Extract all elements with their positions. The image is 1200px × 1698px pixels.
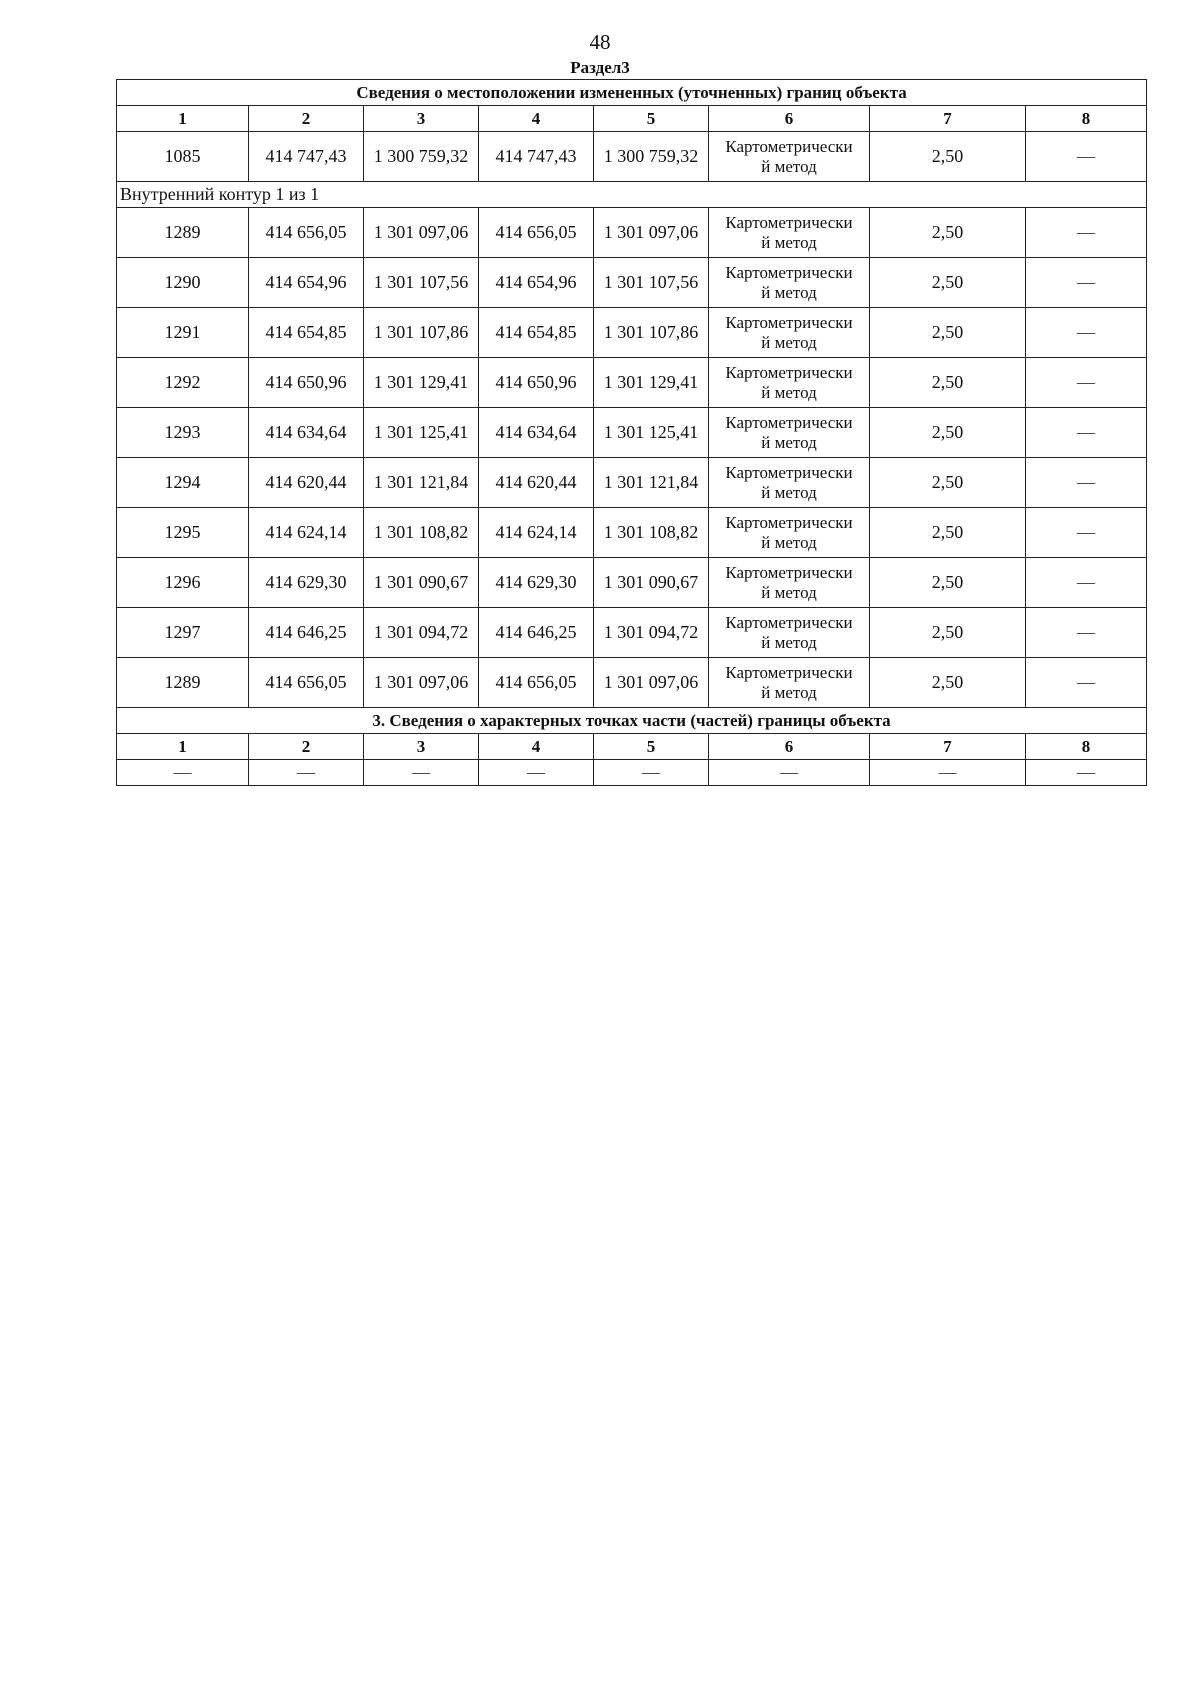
column-number: 5 bbox=[594, 734, 709, 760]
method-line-1: Картометрически bbox=[725, 462, 853, 482]
table-body bbox=[117, 80, 1147, 786]
empty-cell: — bbox=[479, 760, 594, 786]
method-line-1: Картометрически bbox=[725, 512, 853, 532]
table-row bbox=[117, 208, 1147, 258]
x-existing-cell: 414 624,14 bbox=[249, 508, 364, 558]
y-new-cell: 1 301 108,82 bbox=[594, 508, 709, 558]
method-line-1: Картометрически bbox=[725, 136, 853, 156]
point-number-cell: 1085 bbox=[117, 132, 249, 182]
x-existing-cell: 414 747,43 bbox=[249, 132, 364, 182]
column-number: 8 bbox=[1026, 106, 1147, 132]
point-number-cell: 1293 bbox=[117, 408, 249, 458]
x-new-cell: 414 646,25 bbox=[479, 608, 594, 658]
column-number-row bbox=[117, 106, 1147, 132]
point-number-cell: 1289 bbox=[117, 208, 249, 258]
description-cell: — bbox=[1026, 308, 1147, 358]
method-cell bbox=[709, 132, 870, 182]
x-existing-cell: 414 654,96 bbox=[249, 258, 364, 308]
column-number: 7 bbox=[870, 734, 1026, 760]
x-new-cell: 414 624,14 bbox=[479, 508, 594, 558]
method-line-2: й метод bbox=[761, 156, 817, 176]
method-cell bbox=[709, 208, 870, 258]
y-existing-cell: 1 301 090,67 bbox=[364, 558, 479, 608]
column-number: 6 bbox=[709, 734, 870, 760]
description-cell: — bbox=[1026, 132, 1147, 182]
y-existing-cell: 1 300 759,32 bbox=[364, 132, 479, 182]
y-new-cell: 1 301 097,06 bbox=[594, 208, 709, 258]
contour-label: Внутренний контур 1 из 1 bbox=[117, 182, 1147, 208]
x-existing-cell: 414 650,96 bbox=[249, 358, 364, 408]
x-new-cell: 414 650,96 bbox=[479, 358, 594, 408]
y-existing-cell: 1 301 094,72 bbox=[364, 608, 479, 658]
table-row bbox=[117, 658, 1147, 708]
method-line-2: й метод bbox=[761, 482, 817, 502]
column-number: 8 bbox=[1026, 734, 1147, 760]
x-existing-cell: 414 656,05 bbox=[249, 208, 364, 258]
empty-cell: — bbox=[364, 760, 479, 786]
x-new-cell: 414 654,96 bbox=[479, 258, 594, 308]
method-line-1: Картометрически bbox=[725, 212, 853, 232]
method-line-2: й метод bbox=[761, 532, 817, 552]
y-new-cell: 1 301 097,06 bbox=[594, 658, 709, 708]
y-new-cell: 1 301 107,56 bbox=[594, 258, 709, 308]
column-number: 1 bbox=[117, 734, 249, 760]
column-number: 4 bbox=[479, 106, 594, 132]
column-number: 7 bbox=[870, 106, 1026, 132]
method-cell bbox=[709, 258, 870, 308]
column-number: 3 bbox=[364, 734, 479, 760]
y-existing-cell: 1 301 129,41 bbox=[364, 358, 479, 408]
description-cell: — bbox=[1026, 508, 1147, 558]
y-existing-cell: 1 301 097,06 bbox=[364, 658, 479, 708]
accuracy-cell: 2,50 bbox=[870, 658, 1026, 708]
column-number: 2 bbox=[249, 106, 364, 132]
point-number-cell: 1291 bbox=[117, 308, 249, 358]
x-existing-cell: 414 646,25 bbox=[249, 608, 364, 658]
method-line-2: й метод bbox=[761, 632, 817, 652]
method-line-1: Картометрически bbox=[725, 312, 853, 332]
column-number: 6 bbox=[709, 106, 870, 132]
empty-cell: — bbox=[709, 760, 870, 786]
y-existing-cell: 1 301 125,41 bbox=[364, 408, 479, 458]
x-existing-cell: 414 629,30 bbox=[249, 558, 364, 608]
y-existing-cell: 1 301 107,56 bbox=[364, 258, 479, 308]
y-existing-cell: 1 301 121,84 bbox=[364, 458, 479, 508]
accuracy-cell: 2,50 bbox=[870, 558, 1026, 608]
point-number-cell: 1289 bbox=[117, 658, 249, 708]
y-new-cell: 1 300 759,32 bbox=[594, 132, 709, 182]
method-cell bbox=[709, 508, 870, 558]
column-number: 3 bbox=[364, 106, 479, 132]
accuracy-cell: 2,50 bbox=[870, 358, 1026, 408]
empty-cell: — bbox=[249, 760, 364, 786]
column-number: 1 bbox=[117, 106, 249, 132]
table-row bbox=[117, 132, 1147, 182]
y-existing-cell: 1 301 097,06 bbox=[364, 208, 479, 258]
table-row bbox=[117, 508, 1147, 558]
accuracy-cell: 2,50 bbox=[870, 608, 1026, 658]
method-line-2: й метод bbox=[761, 432, 817, 452]
y-new-cell: 1 301 090,67 bbox=[594, 558, 709, 608]
section-title: Раздел3 bbox=[570, 58, 630, 77]
empty-cell: — bbox=[870, 760, 1026, 786]
table-row bbox=[117, 258, 1147, 308]
table-row bbox=[117, 358, 1147, 408]
table-row bbox=[117, 308, 1147, 358]
method-line-1: Картометрически bbox=[725, 662, 853, 682]
table-row bbox=[117, 458, 1147, 508]
y-existing-cell: 1 301 108,82 bbox=[364, 508, 479, 558]
method-line-1: Картометрически bbox=[725, 612, 853, 632]
description-cell: — bbox=[1026, 258, 1147, 308]
x-existing-cell: 414 656,05 bbox=[249, 658, 364, 708]
point-number-cell: 1295 bbox=[117, 508, 249, 558]
method-line-2: й метод bbox=[761, 282, 817, 302]
x-existing-cell: 414 620,44 bbox=[249, 458, 364, 508]
method-line-2: й метод bbox=[761, 382, 817, 402]
accuracy-cell: 2,50 bbox=[870, 308, 1026, 358]
method-cell bbox=[709, 308, 870, 358]
column-number: 4 bbox=[479, 734, 594, 760]
y-new-cell: 1 301 107,86 bbox=[594, 308, 709, 358]
method-line-2: й метод bbox=[761, 332, 817, 352]
table-row bbox=[117, 608, 1147, 658]
table-row bbox=[117, 408, 1147, 458]
method-line-2: й метод bbox=[761, 682, 817, 702]
method-cell bbox=[709, 358, 870, 408]
description-cell: — bbox=[1026, 408, 1147, 458]
table2-title: 3. Сведения о характерных точках части (частей) границы объекта bbox=[117, 708, 1147, 734]
method-cell bbox=[709, 408, 870, 458]
method-line-1: Картометрически bbox=[725, 412, 853, 432]
empty-cell: — bbox=[117, 760, 249, 786]
empty-cell: — bbox=[1026, 760, 1147, 786]
method-cell bbox=[709, 658, 870, 708]
point-number-cell: 1297 bbox=[117, 608, 249, 658]
point-number-cell: 1296 bbox=[117, 558, 249, 608]
y-new-cell: 1 301 094,72 bbox=[594, 608, 709, 658]
column-number-row bbox=[117, 734, 1147, 760]
x-new-cell: 414 656,05 bbox=[479, 208, 594, 258]
accuracy-cell: 2,50 bbox=[870, 208, 1026, 258]
point-number-cell: 1294 bbox=[117, 458, 249, 508]
boundary-table bbox=[116, 79, 1147, 786]
contour-row bbox=[117, 182, 1147, 208]
method-line-2: й метод bbox=[761, 232, 817, 252]
table-row bbox=[117, 558, 1147, 608]
method-cell bbox=[709, 558, 870, 608]
table-row bbox=[117, 760, 1147, 786]
point-number-cell: 1290 bbox=[117, 258, 249, 308]
x-existing-cell: 414 634,64 bbox=[249, 408, 364, 458]
description-cell: — bbox=[1026, 458, 1147, 508]
page-number: 48 bbox=[589, 30, 611, 54]
method-line-1: Картометрически bbox=[725, 562, 853, 582]
y-new-cell: 1 301 121,84 bbox=[594, 458, 709, 508]
empty-cell: — bbox=[594, 760, 709, 786]
x-new-cell: 414 629,30 bbox=[479, 558, 594, 608]
description-cell: — bbox=[1026, 658, 1147, 708]
x-existing-cell: 414 654,85 bbox=[249, 308, 364, 358]
column-number: 2 bbox=[249, 734, 364, 760]
description-cell: — bbox=[1026, 208, 1147, 258]
x-new-cell: 414 656,05 bbox=[479, 658, 594, 708]
x-new-cell: 414 654,85 bbox=[479, 308, 594, 358]
description-cell: — bbox=[1026, 608, 1147, 658]
y-existing-cell: 1 301 107,86 bbox=[364, 308, 479, 358]
table1-title-row bbox=[117, 80, 1147, 106]
method-line-2: й метод bbox=[761, 582, 817, 602]
method-cell bbox=[709, 608, 870, 658]
method-cell bbox=[709, 458, 870, 508]
description-cell: — bbox=[1026, 358, 1147, 408]
description-cell: — bbox=[1026, 558, 1147, 608]
table1-title: Сведения о местоположении измененных (уточненных) границ объекта bbox=[117, 80, 1147, 106]
point-number-cell: 1292 bbox=[117, 358, 249, 408]
accuracy-cell: 2,50 bbox=[870, 258, 1026, 308]
x-new-cell: 414 634,64 bbox=[479, 408, 594, 458]
accuracy-cell: 2,50 bbox=[870, 132, 1026, 182]
column-number: 5 bbox=[594, 106, 709, 132]
accuracy-cell: 2,50 bbox=[870, 508, 1026, 558]
y-new-cell: 1 301 125,41 bbox=[594, 408, 709, 458]
table2-title-row bbox=[117, 708, 1147, 734]
method-line-1: Картометрически bbox=[725, 362, 853, 382]
y-new-cell: 1 301 129,41 bbox=[594, 358, 709, 408]
accuracy-cell: 2,50 bbox=[870, 458, 1026, 508]
accuracy-cell: 2,50 bbox=[870, 408, 1026, 458]
x-new-cell: 414 747,43 bbox=[479, 132, 594, 182]
x-new-cell: 414 620,44 bbox=[479, 458, 594, 508]
method-line-1: Картометрически bbox=[725, 262, 853, 282]
